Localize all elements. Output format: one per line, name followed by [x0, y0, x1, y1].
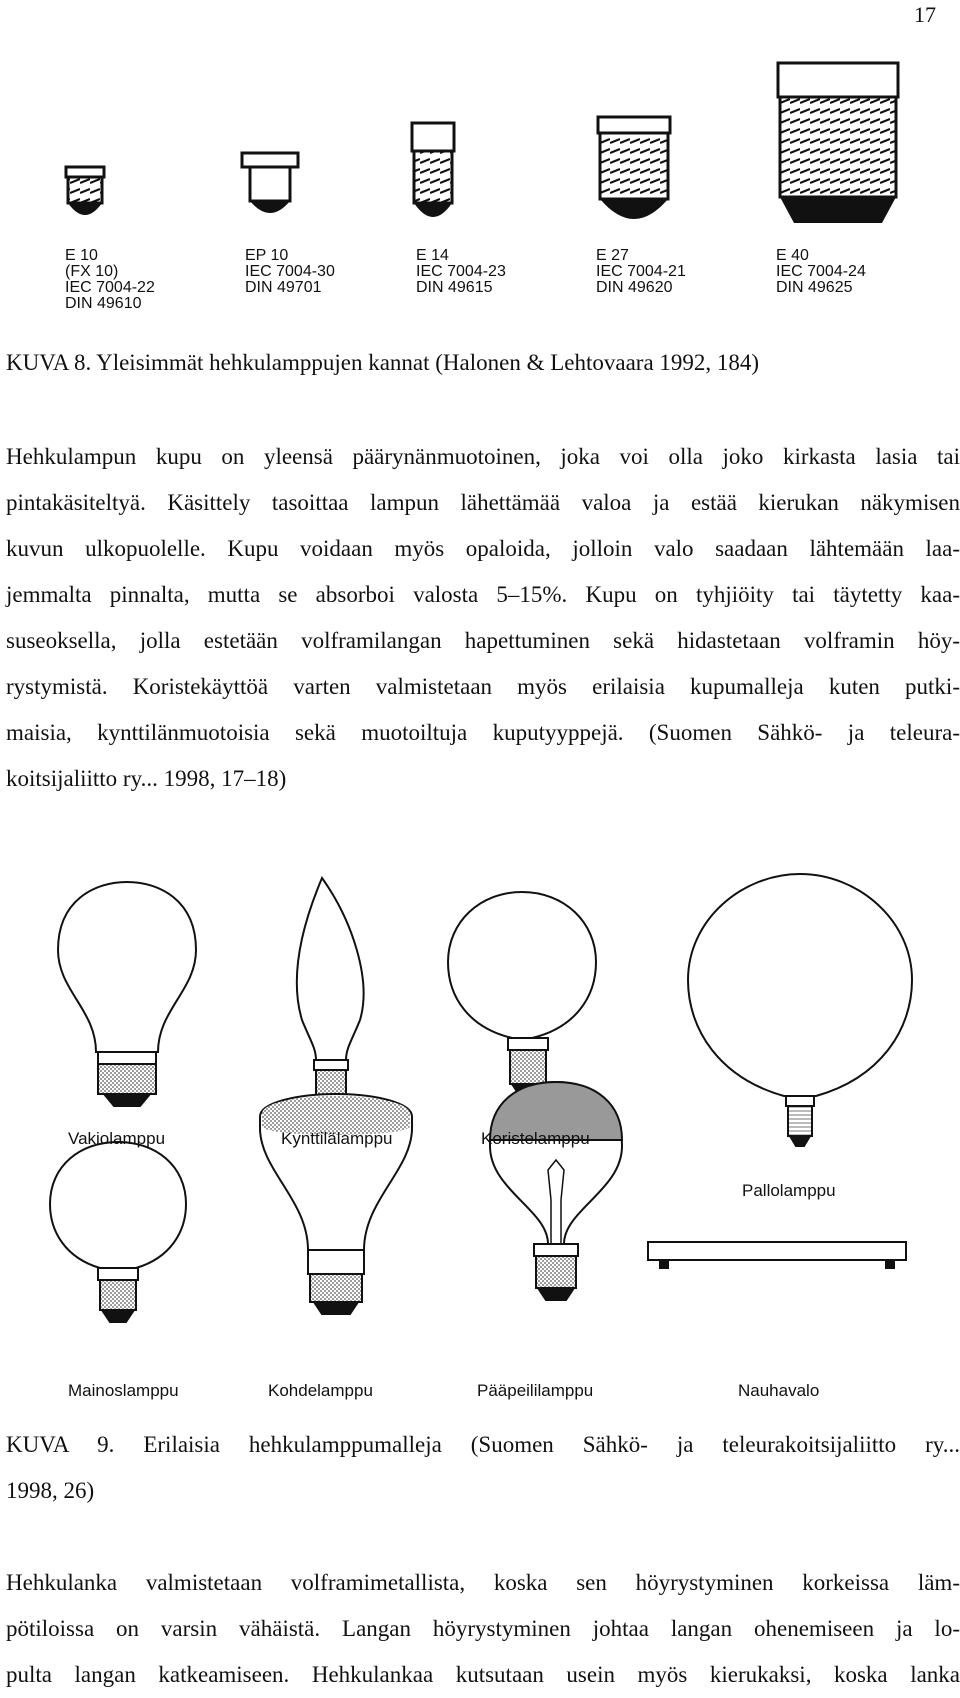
paragraph-line: pötiloissa on varsin vähäistä. Langan höyrystyminen johtaa langan ohenemiseen ja lo- [6, 1616, 960, 1641]
socket-e40-label-3: DIN 49625 [776, 279, 853, 296]
page-number: 17 [914, 2, 936, 27]
paragraph-line: maisia, kynttilänmuotoisia sekä muotoiltuja kuputyyppejä. (Suomen Sähkö- ja teleura- [6, 720, 960, 745]
socket-e40-label-1: E 40 [776, 247, 809, 264]
socket-e10-label-2: (FX 10) [65, 263, 119, 280]
socket-e40-label-2: IEC 7004-24 [776, 263, 866, 280]
vakiolamppu-drawing [58, 882, 196, 1106]
figure-lamp-sockets [0, 55, 960, 320]
socket-e14-label-3: DIN 49615 [416, 279, 493, 296]
label-paapeililamppu: Pääpeililamppu [477, 1381, 594, 1400]
socket-e27-drawing [598, 117, 670, 219]
socket-e14-label-1: E 14 [416, 247, 449, 264]
caption-line: 1998, 26) [6, 1478, 95, 1503]
mainoslamppu-drawing [50, 1142, 186, 1322]
nauhavalo-drawing [648, 1242, 906, 1268]
socket-drawings [0, 55, 960, 320]
label-koristelamppu: Koristelamppu [481, 1129, 590, 1148]
figure8-caption: KUVA 8. Yleisimmät hehkulamppujen kannat (Halonen & Lehtovaara 1992, 184) [6, 350, 760, 375]
socket-ep10-label-3: DIN 49701 [245, 279, 322, 296]
socket-e27-label-3: DIN 49620 [596, 279, 673, 296]
label-pallolamppu: Pallolamppu [742, 1181, 836, 1200]
koristelamppu-drawing [448, 892, 596, 1096]
socket-e10-label-1: E 10 [65, 247, 98, 264]
label-vakiolamppu: Vakiolamppu [68, 1129, 166, 1148]
socket-ep10-drawing [242, 153, 298, 213]
paragraph-line: suseoksella, jolla estetään volframilangan hapettuminen sekä hidastetaan volframin höy- [6, 628, 960, 653]
figure-lamp-models [0, 870, 960, 1420]
socket-e10-label-3: IEC 7004-22 [65, 279, 155, 296]
lamp-drawings [0, 870, 960, 1420]
paragraph-line: Hehkulampun kupu on yleensä päärynänmuotoinen, joka voi olla joko kirkasta lasia tai [6, 444, 960, 469]
paragraph-line: pulta langan katkeamiseen. Hehkulankaa kutsutaan usein myös kierukaksi, koska lanka [6, 1662, 960, 1687]
label-mainoslamppu: Mainoslamppu [68, 1381, 179, 1400]
pallolamppu-drawing [688, 874, 912, 1146]
paragraph-line: pintakäsiteltyä. Käsittely tasoittaa lampun lähettämää valoa ja estää kierukan näkymisen [6, 490, 960, 515]
kynttilalamppu-drawing [297, 878, 364, 1110]
paragraph-line: jemmalta pinnalta, mutta se absorboi valosta 5–15%. Kupu on tyhjiöity tai täytetty kaa- [6, 582, 960, 607]
paragraph-line: Hehkulanka valmistetaan volframimetallista, koska sen höyrystyminen korkeissa läm- [6, 1570, 960, 1595]
label-kynttilalamppu: Kynttilälamppu [281, 1129, 393, 1148]
label-kohdelamppu: Kohdelamppu [268, 1381, 373, 1400]
paragraph-line: kuvun ulkopuolelle. Kupu voidaan myös opaloida, jolloin valo saadaan lähtemään laa- [6, 536, 960, 561]
kohdelamppu-drawing [260, 1094, 412, 1314]
socket-e27-label-2: IEC 7004-21 [596, 263, 686, 280]
paragraph-line: rystymistä. Koristekäyttöä varten valmistetaan myös erilaisia kupumalleja kuten putki- [6, 674, 960, 699]
label-nauhavalo: Nauhavalo [738, 1381, 820, 1400]
socket-ep10-label-1: EP 10 [245, 247, 289, 264]
paapeililamppu-drawing [490, 1082, 622, 1300]
socket-e27-label-1: E 27 [596, 247, 629, 264]
caption-line: KUVA 9. Erilaisia hehkulamppumalleja (Suomen Sähkö- ja teleurakoitsijaliitto ry... [6, 1432, 960, 1457]
paragraph-line: koitsijaliitto ry... 1998, 17–18) [6, 766, 287, 791]
figure9-caption [6, 1422, 960, 1514]
socket-ep10-label-2: IEC 7004-30 [245, 263, 335, 280]
paragraph-bulb [6, 434, 960, 802]
socket-e10-drawing [66, 167, 104, 215]
socket-e14-drawing [412, 123, 454, 217]
socket-e14-label-2: IEC 7004-23 [416, 263, 506, 280]
socket-e10-label-4: DIN 49610 [65, 295, 142, 312]
paragraph-filament [6, 1560, 960, 1698]
socket-e40-drawing [778, 63, 898, 223]
